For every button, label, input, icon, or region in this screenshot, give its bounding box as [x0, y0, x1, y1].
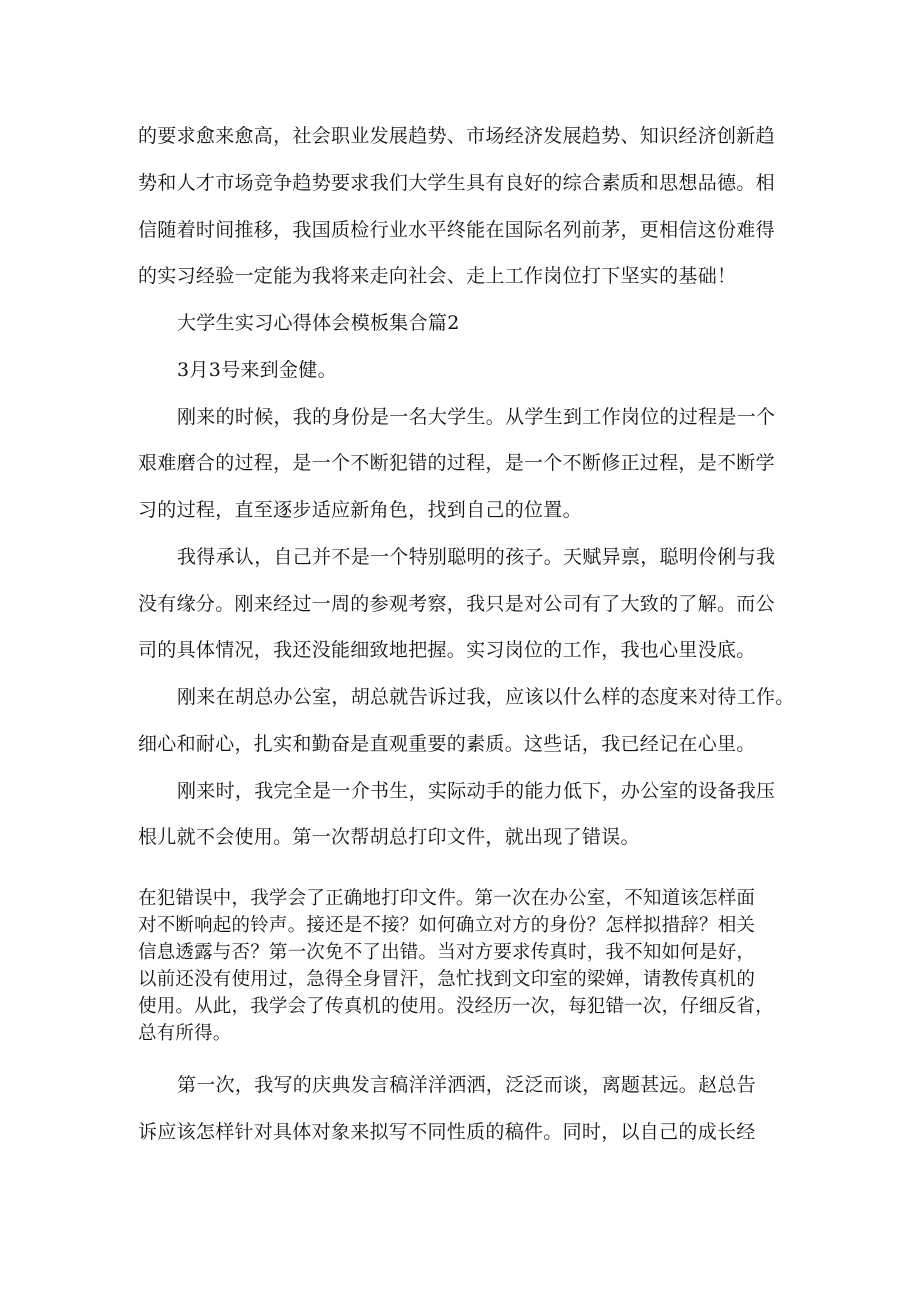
para1-line: 的要求愈来愈高，社会职业发展趋势、市场经济发展趋势、知识经济创新趋 [138, 125, 775, 147]
para2-line: 艰难磨合的过程，是一个不断犯错的过程，是一个不断修正过程，是不断学 [138, 452, 775, 474]
date-line: 3月3号来到金健。 [177, 359, 337, 381]
para2-line: 习的过程，直至逐步适应新角色，找到自己的位置。 [138, 499, 582, 521]
para6-line: 信息透露与否？第一次免不了出错。当对方要求传真时，我不知如何是好， [138, 942, 756, 963]
para1-line: 信随着时间推移，我国质检行业水平终能在国际名列前茅，更相信这份难得 [138, 219, 775, 241]
para4-line: 刚来在胡总办公室，胡总就告诉过我，应该以什么样的态度来对待工作。 [177, 686, 795, 708]
para4-line: 细心和耐心，扎实和勤奋是直观重要的素质。这些话，我已经记在心里。 [138, 733, 756, 755]
para7-line: 诉应该怎样针对具体对象来拟写不同性质的稿件。同时，以自己的成长经 [138, 1121, 756, 1143]
para5-line: 根儿就不会使用。第一次帮胡总打印文件，就出现了错误。 [138, 826, 640, 848]
para2-line: 刚来的时候，我的身份是一名大学生。从学生到工作岗位的过程是一个 [177, 406, 776, 428]
para1-line: 的实习经验一定能为我将来走向社会、走上工作岗位打下坚实的基础！ [138, 265, 737, 287]
para3-line: 我得承认，自己并不是一个特别聪明的孩子。天赋异禀，聪明伶俐与我 [177, 546, 776, 568]
para6-line: 总有所得。 [138, 1023, 232, 1044]
para3-line: 司的具体情况，我还没能细致地把握。实习岗位的工作，我也心里没底。 [138, 639, 756, 661]
para6-line: 使用。从此，我学会了传真机的使用。没经历一次，每犯错一次，仔细反省， [138, 996, 774, 1017]
section-heading: 大学生实习心得体会模板集合篇2 [177, 312, 460, 334]
para6-line: 对不断响起的铃声。接还是不接？如何确立对方的身份？怎样拟措辞？相关 [138, 915, 756, 936]
para6-line: 在犯错误中，我学会了正确地打印文件。第一次在办公室，不知道该怎样面 [138, 888, 756, 909]
para6-line: 以前还没有使用过，急得全身冒汗，急忙找到文印室的梁婵，请教传真机的 [138, 969, 756, 990]
para1-line: 势和人才市场竞争趋势要求我们大学生具有良好的综合素质和思想品德。相 [138, 172, 775, 194]
para3-line: 没有缘分。刚来经过一周的参观考察，我只是对公司有了大致的了解。而公 [138, 593, 775, 615]
para5-line: 刚来时，我完全是一介书生，实际动手的能力低下，办公室的设备我压 [177, 780, 776, 802]
para7-line: 第一次，我写的庆典发言稿洋洋洒洒，泛泛而谈，离题甚远。赵总告 [177, 1074, 757, 1096]
